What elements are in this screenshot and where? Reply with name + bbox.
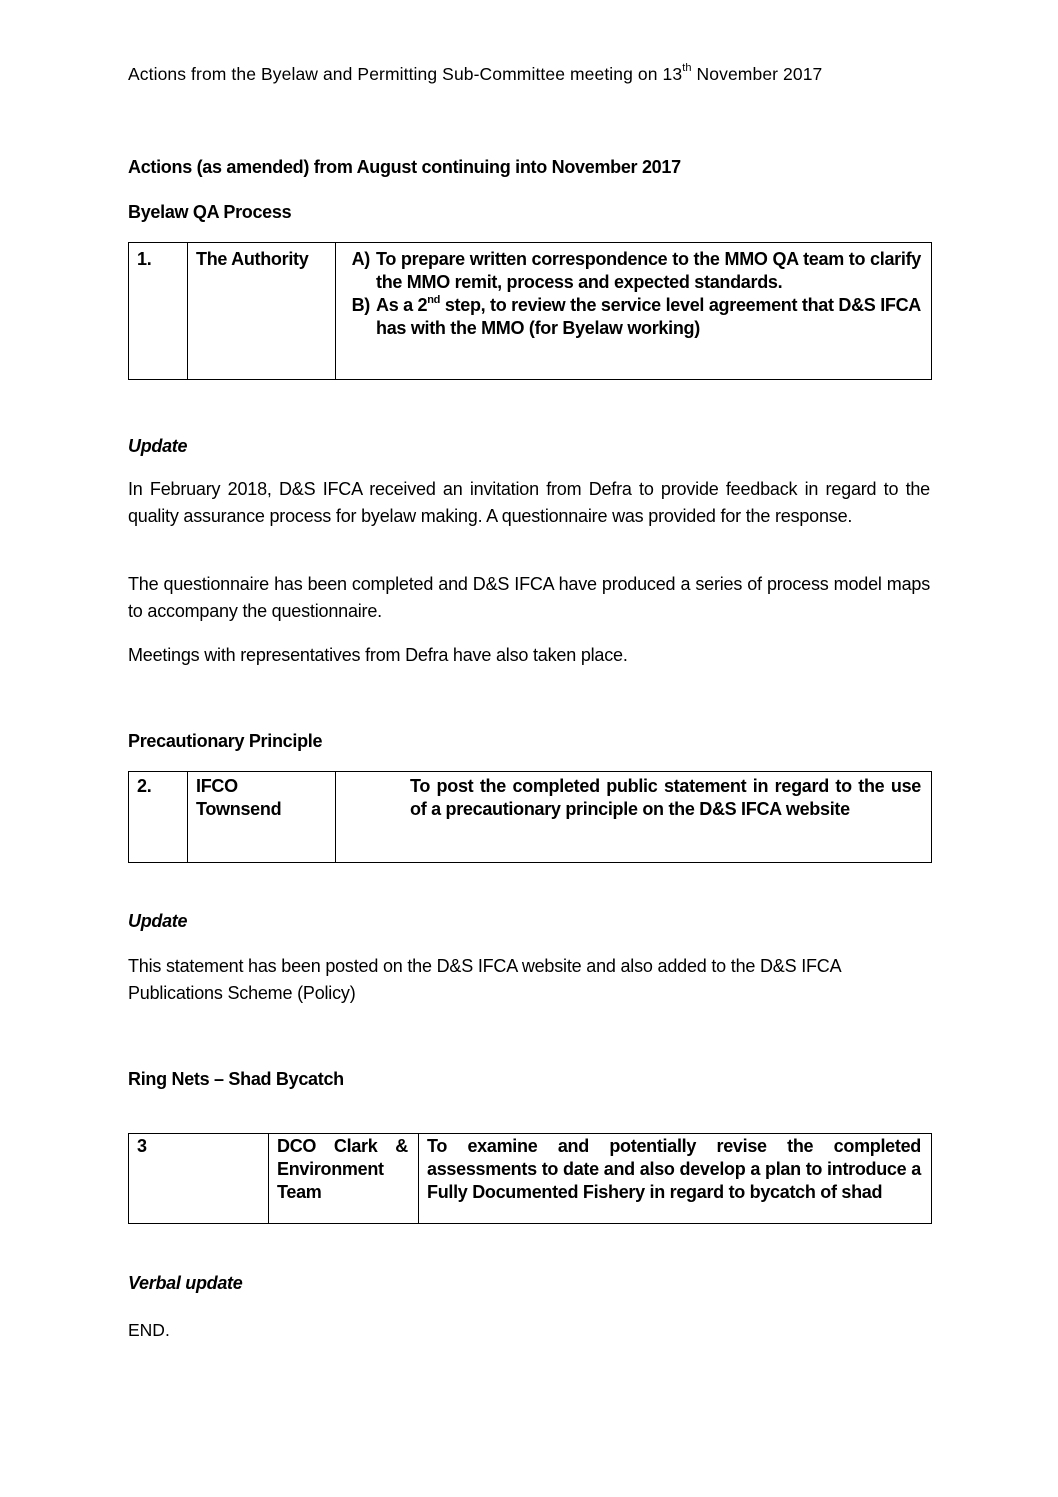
action-table-1 — [128, 242, 932, 380]
section-heading-ring-nets: Ring Nets – Shad Bycatch — [128, 1069, 344, 1089]
action-table-3 — [128, 1133, 932, 1224]
update-heading: Update — [128, 436, 188, 456]
end-text: END. — [128, 1320, 170, 1340]
action-table-2 — [128, 771, 932, 863]
action-number: 3 — [129, 1134, 269, 1224]
verbal-update-heading: Verbal update — [128, 1273, 243, 1293]
section-heading-precautionary: Precautionary Principle — [128, 731, 323, 751]
action-owner: IFCO Townsend — [188, 772, 336, 863]
list-item: A) To prepare written correspondence to the MMO QA team to clarify the MMO remit, process and expected standards. — [351, 249, 921, 292]
action-description: To post the completed public statement in regard to the use of a precautionary principle on the D&S IFCA website — [336, 772, 932, 863]
main-heading: Actions (as amended) from August continuing into November 2017 — [128, 157, 681, 177]
action-description — [336, 243, 932, 380]
action-description: To examine and potentially revise the completed assessments to date and also develop a plan to introduce a Fully Documented Fishery in regard to bycatch of shad — [419, 1134, 932, 1224]
section-heading-byelaw-qa: Byelaw QA Process — [128, 202, 292, 222]
action-owner: The Authority — [188, 243, 336, 380]
paragraph: The questionnaire has been completed and D&S IFCA have produced a series of process model maps to accompany the questionnaire. — [128, 574, 930, 621]
page-header: Actions from the Byelaw and Permitting Sub-Committee meeting on 13th November 2017 — [128, 62, 823, 84]
paragraph: In February 2018, D&S IFCA received an invitation from Defra to provide feedback in regard to the quality assurance process for byelaw making. A questionnaire was provided for the response. — [128, 479, 930, 526]
update-heading: Update — [128, 911, 188, 931]
paragraph: Meetings with representatives from Defra have also taken place. — [128, 645, 628, 665]
action-number: 1. — [129, 243, 188, 380]
paragraph: This statement has been posted on the D&S IFCA website and also added to the D&S IFCA Publications Scheme (Policy) — [128, 956, 841, 1003]
list-item: B) As a 2nd step, to review the service level agreement that D&S IFCA has with the MMO (for Byelaw working) — [351, 294, 922, 338]
action-owner: DCO Clark & Environment Team — [269, 1134, 419, 1224]
action-number: 2. — [129, 772, 188, 863]
